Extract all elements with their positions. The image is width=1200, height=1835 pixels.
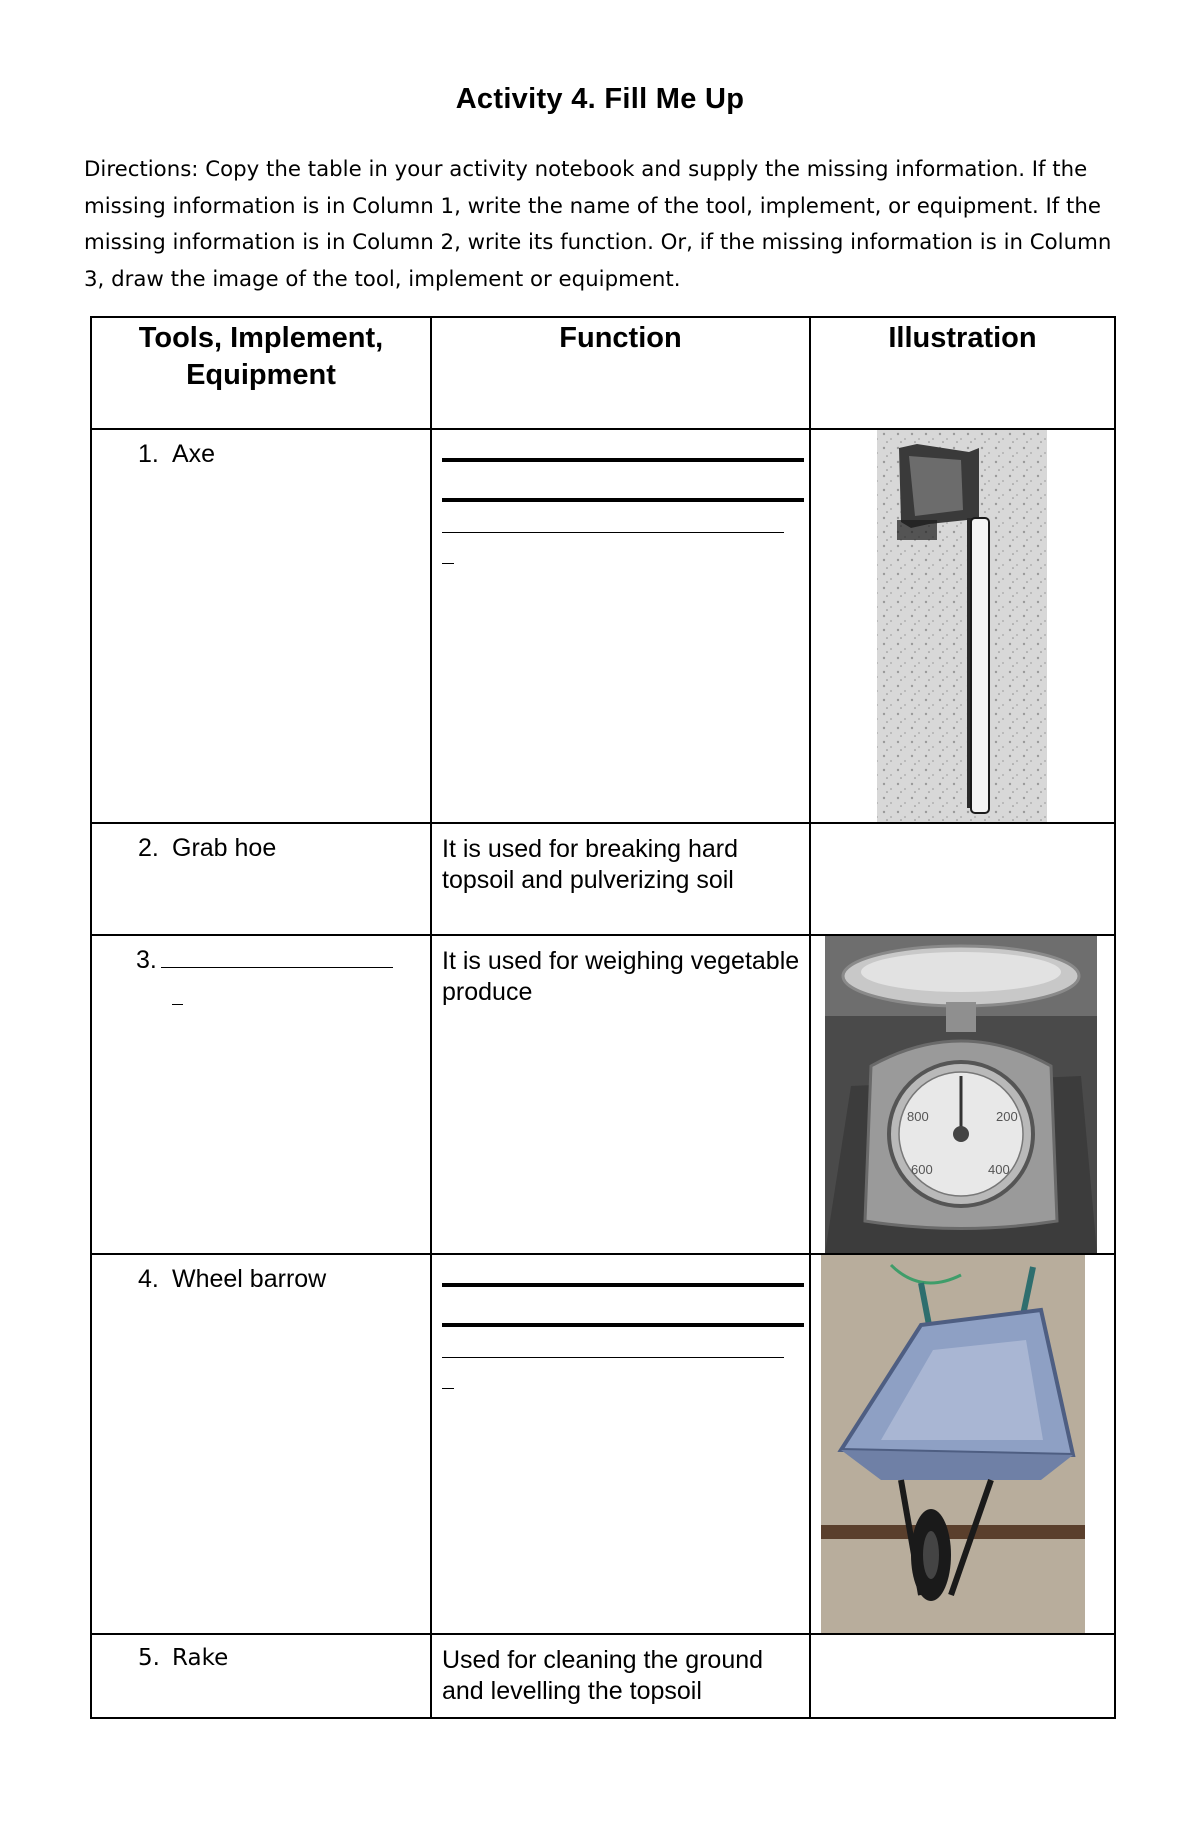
table-row [91,935,1115,1254]
directions-text: Directions: Copy the table in your activity notebook and supply the missing information. If the missing information is in Column 1, write the name of the tool, implement, or equipment. If the missing information is in Column 2, write its function. Or, if the missing information is in Column 3, draw the image of the tool, implement or equipment. [84,157,1112,292]
answer-blank[interactable] [136,946,430,1012]
dial-mark: 200 [996,1109,1018,1124]
dial-mark: 600 [911,1162,933,1177]
activity-table [90,316,1116,1719]
tool-cell [91,429,431,823]
table-row [91,1254,1115,1634]
function-cell[interactable] [431,429,810,823]
tool-cell [91,1254,431,1634]
header-tools: Tools, Implement, Equipment [91,317,431,429]
function-text: Used for cleaning the ground and levelling the topsoil [431,1634,810,1718]
tool-cell[interactable] [91,935,431,1254]
illustration-cell [810,429,1115,823]
axe-photo [811,430,1115,822]
page-title: Activity 4. Fill Me Up [455,83,745,115]
tool-name: Grab hoe [172,834,277,862]
row-number: 2. [138,834,159,862]
row-number: 1. [138,440,159,468]
tool-name: Axe [172,440,216,468]
function-cell[interactable] [431,1254,810,1634]
tool-cell [91,823,431,935]
table-row [91,1634,1115,1718]
tool-name: Wheel barrow [172,1265,327,1293]
header-row [91,317,1115,429]
function-text: It is used for breaking hard topsoil and pulverizing soil [431,823,810,935]
answer-lines[interactable] [432,430,809,564]
table-row [91,823,1115,935]
row-number: 3. [136,946,157,974]
illustration-cell [810,935,1115,1254]
weighing-scale-photo [811,936,1115,1253]
row-number: 5. [138,1645,160,1671]
function-text: It is used for weighing vegetable produce [431,935,810,1254]
illustration-cell [810,1254,1115,1634]
tool-name: Rake [172,1645,229,1671]
tool-cell [91,1634,431,1718]
answer-lines[interactable] [432,1255,809,1389]
header-illustration: Illustration [810,317,1115,429]
illustration-cell[interactable] [810,1634,1115,1718]
wheelbarrow-photo [811,1255,1115,1633]
dial-mark: 400 [988,1162,1010,1177]
illustration-cell[interactable] [810,823,1115,935]
dial-mark: 800 [907,1109,929,1124]
row-number: 4. [138,1265,159,1293]
header-function: Function [431,317,810,429]
table-row [91,429,1115,823]
